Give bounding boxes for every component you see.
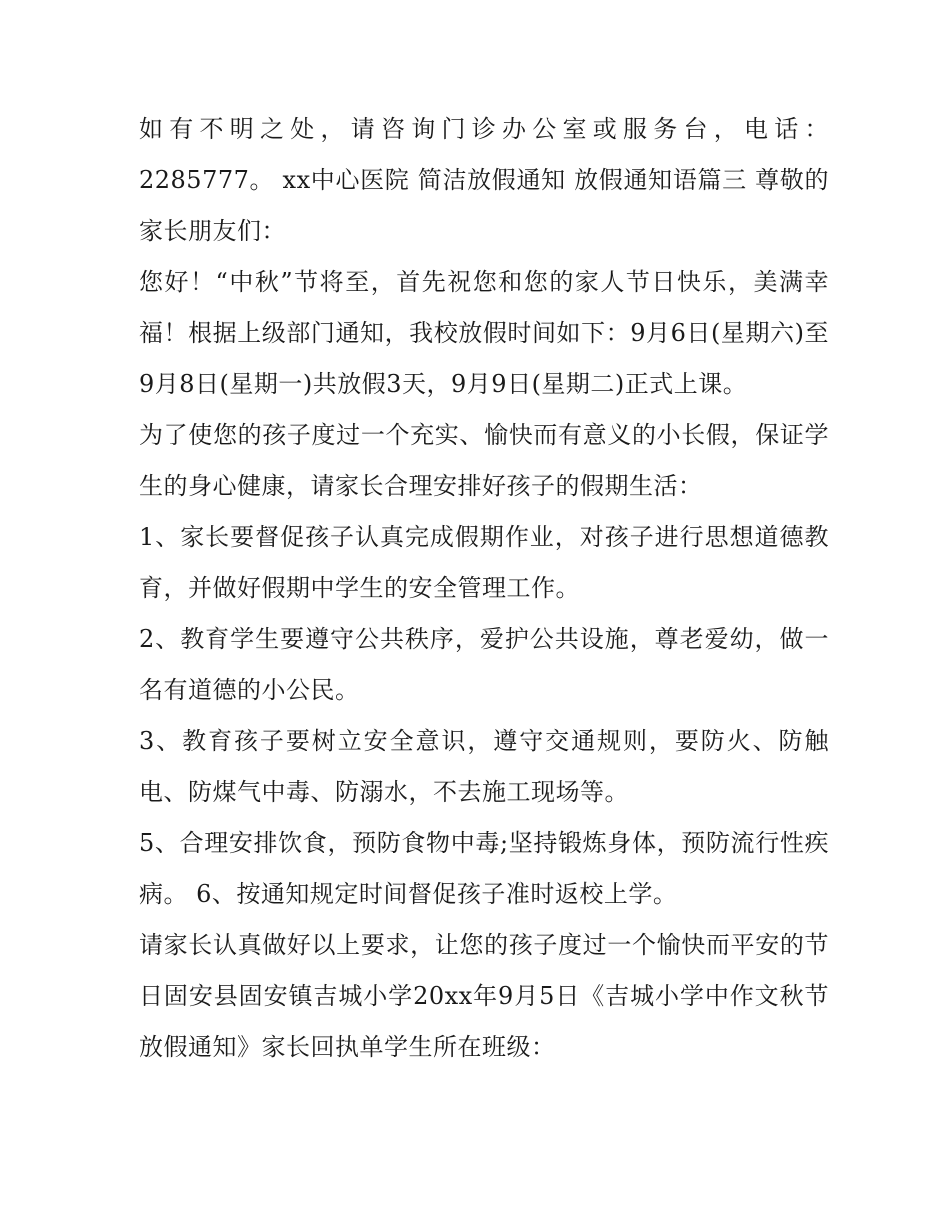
paragraph-item-2: 2、教育学生要遵守公共秩序，爱护公共设施，尊老爱幼，做一名有道德的小公民。 — [139, 625, 829, 704]
paragraph-holiday-greeting: 您好！“中秋”节将至，首先祝您和您的家人节日快乐，美满幸福！根据上级部门通知，我校放假时间如下：9月6日(星期六)至9月8日(星期一)共放假3天，9月9日(星期二)正式上课。 — [139, 268, 829, 398]
paragraph-hospital-contact: 如有不明之处，请咨询门诊办公室或服务台，电话：2285777。 xx中心医院 简洁放假通知 放假通知语篇三 尊敬的家长朋友们： — [139, 115, 829, 245]
document-body — [139, 104, 829, 1073]
paragraph-closing-signature: 请家长认真做好以上要求，让您的孩子度过一个愉快而平安的节日固安县固安镇吉城小学20xx年9月5日《吉城小学中作文秋节放假通知》家长回执单学生所在班级： — [139, 931, 829, 1061]
paragraph-holiday-purpose: 为了使您的孩子度过一个充实、愉快而有意义的小长假，保证学生的身心健康，请家长合理安排好孩子的假期生活： — [139, 421, 829, 500]
paragraph-item-3: 3、教育孩子要树立安全意识，遵守交通规则，要防火、防触电、防煤气中毒、防溺水，不去施工现场等。 — [139, 727, 829, 806]
paragraph-item-5-6: 5、合理安排饮食，预防食物中毒;坚持锻炼身体，预防流行性疾病。 6、按通知规定时间督促孩子准时返校上学。 — [139, 829, 829, 908]
paragraph-item-1: 1、家长要督促孩子认真完成假期作业，对孩子进行思想道德教育，并做好假期中学生的安全管理工作。 — [139, 523, 829, 602]
